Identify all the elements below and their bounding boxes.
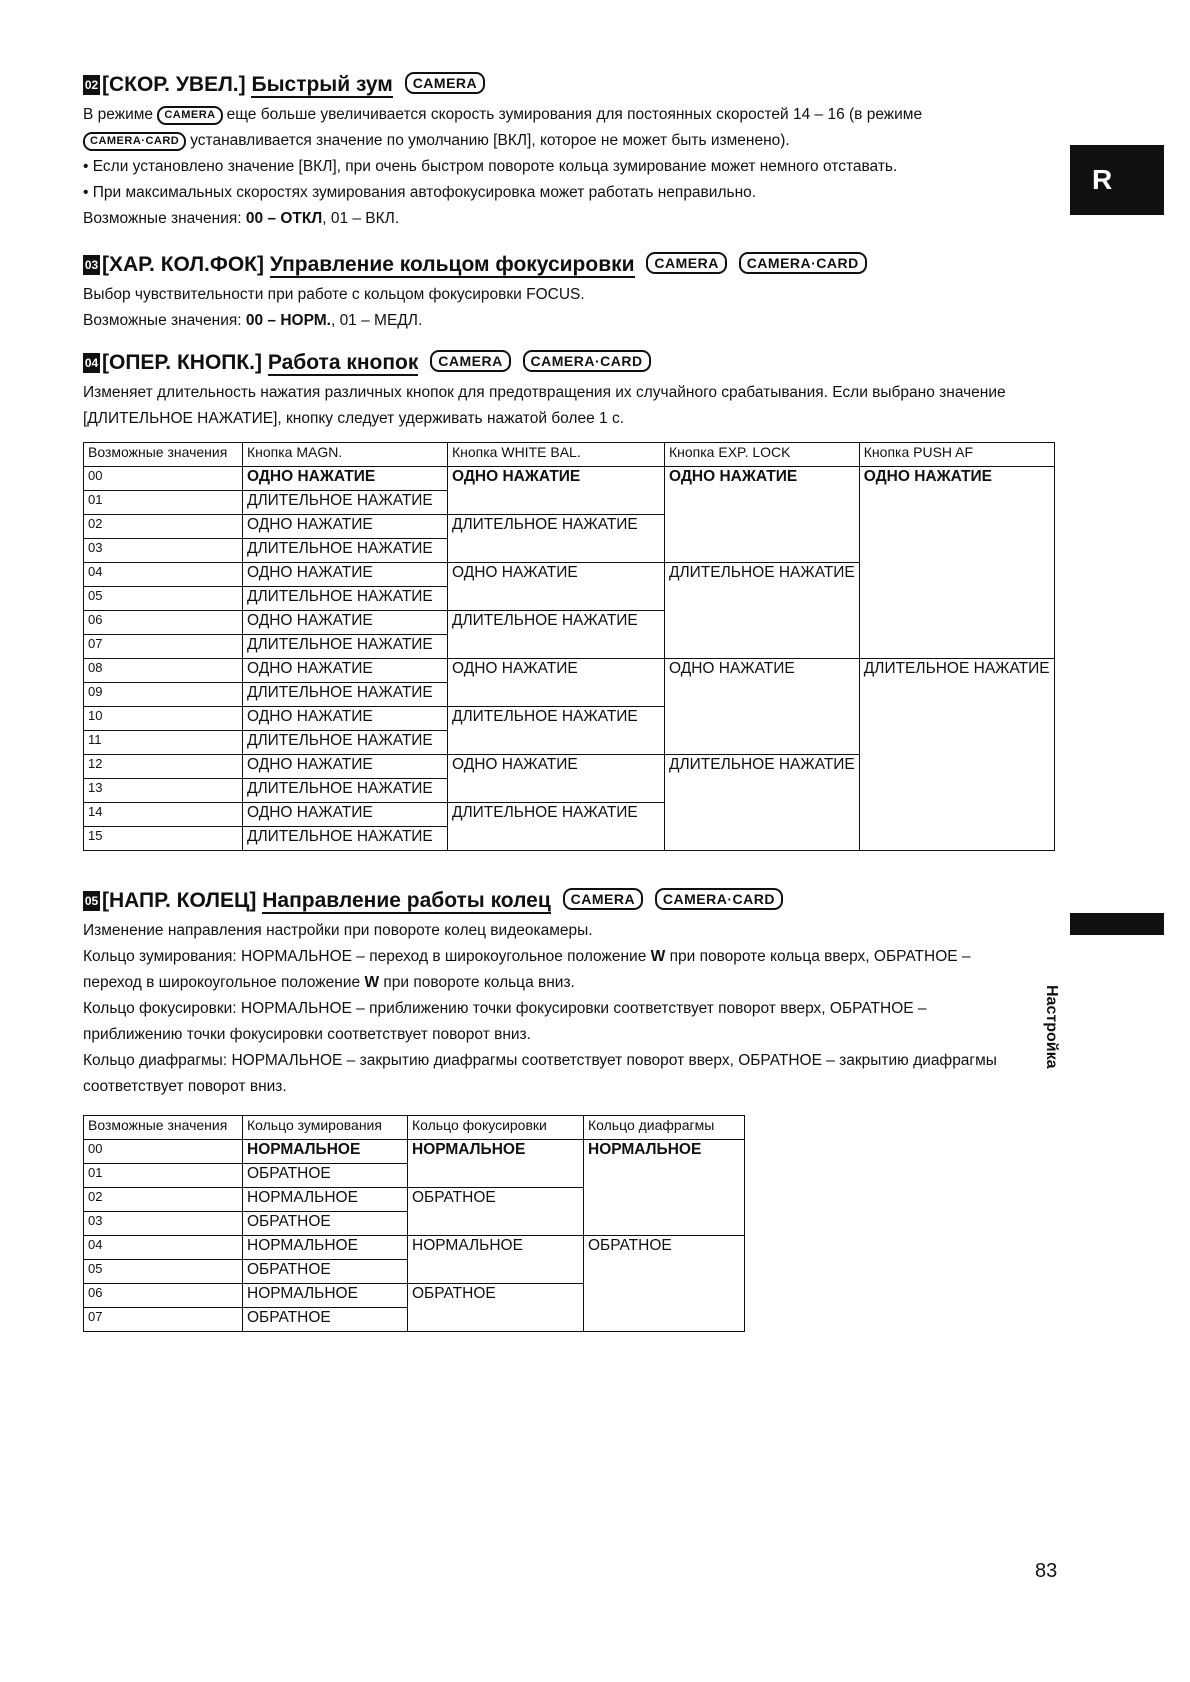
paragraph xyxy=(83,944,1068,970)
section-tab-bar xyxy=(1070,913,1164,935)
section-focus-ring xyxy=(83,252,1068,334)
table-cell: ОДНО НАЖАТИЕ xyxy=(243,707,448,731)
table-cell: ДЛИТЕЛЬНОЕ НАЖАТИЕ xyxy=(243,635,448,659)
possible-values xyxy=(83,308,1068,334)
table-cell: ДЛИТЕЛЬНОЕ НАЖАТИЕ xyxy=(243,587,448,611)
value-cell: 13 xyxy=(84,779,243,803)
page-number: 83 xyxy=(1035,1560,1058,1582)
section-button-operation xyxy=(83,350,1068,432)
section-number: 02 xyxy=(83,75,100,95)
text: Возможные значения: xyxy=(83,312,242,329)
table-cell: ОБРАТНОЕ xyxy=(243,1308,408,1332)
table-header: Кнопка EXP. LOCK xyxy=(665,443,860,467)
section-number: 03 xyxy=(83,255,100,275)
table-header: Кольцо зумирования xyxy=(243,1116,408,1140)
table-cell: ОДНО НАЖАТИЕ xyxy=(665,659,860,755)
section-heading xyxy=(83,888,1068,914)
value-cell: 05 xyxy=(84,587,243,611)
table-cell: НОРМАЛЬНОЕ xyxy=(408,1140,584,1188)
bullet: • Если установлено значение [ВКЛ], при очень быстром повороте кольца зумирование может немного отставать. xyxy=(83,158,898,175)
table-cell: ДЛИТЕЛЬНОЕ НАЖАТИЕ xyxy=(243,779,448,803)
table-header: Возможные значения xyxy=(84,443,243,467)
value-cell: 09 xyxy=(84,683,243,707)
menu-code: [ОПЕР. КНОПК.] xyxy=(102,351,263,374)
table-cell: ДЛИТЕЛЬНОЕ НАЖАТИЕ xyxy=(243,731,448,755)
text: , 01 – МЕДЛ. xyxy=(330,312,423,329)
paragraph xyxy=(83,102,1068,128)
table-cell: НОРМАЛЬНОЕ xyxy=(584,1140,745,1236)
menu-code: [ХАР. КОЛ.ФОК] xyxy=(102,253,264,276)
paragraph: Кольцо фокусировки: НОРМАЛЬНОЕ – приближению точки фокусировки соответствует поворот вверх, ОБРАТНОЕ – xyxy=(83,1000,927,1017)
section-heading xyxy=(83,350,1068,376)
table-cell: ДЛИТЕЛЬНОЕ НАЖАТИЕ xyxy=(243,683,448,707)
paragraph: [ДЛИТЕЛЬНОЕ НАЖАТИЕ], кнопку следует удерживать нажатой более 1 с. xyxy=(83,410,625,427)
table-header: Кнопка WHITE BAL. xyxy=(448,443,665,467)
table-header: Кольцо диафрагмы xyxy=(584,1116,745,1140)
mode-badge: CAMERA xyxy=(157,106,222,125)
table-cell: НОРМАЛЬНОЕ xyxy=(243,1140,408,1164)
section-title: Направление работы колец xyxy=(262,889,551,912)
table-cell: ОДНО НАЖАТИЕ xyxy=(665,467,860,563)
table-header: Кнопка PUSH AF xyxy=(859,443,1054,467)
text: переход в широкоугольное положение xyxy=(83,974,361,991)
table-cell: ДЛИТЕЛЬНОЕ НАЖАТИЕ xyxy=(243,491,448,515)
table-cell: ОДНО НАЖАТИЕ xyxy=(448,755,665,803)
section-title: Быстрый зум xyxy=(251,73,393,96)
value-cell: 14 xyxy=(84,803,243,827)
value-cell: 01 xyxy=(84,491,243,515)
possible-values xyxy=(83,206,1068,232)
table-cell: ОБРАТНОЕ xyxy=(243,1260,408,1284)
table-cell: ДЛИТЕЛЬНОЕ НАЖАТИЕ xyxy=(243,827,448,851)
menu-code: [НАПР. КОЛЕЦ] xyxy=(102,889,257,912)
table-cell: ОДНО НАЖАТИЕ xyxy=(448,563,665,611)
text: при повороте кольца вверх, ОБРАТНОЕ – xyxy=(669,948,971,965)
text: Настройка xyxy=(1043,985,1060,1069)
table-cell: ОБРАТНОЕ xyxy=(408,1284,584,1332)
section-title: Работа кнопок xyxy=(267,351,419,374)
value-cell: 04 xyxy=(84,563,243,587)
paragraph: Изменяет длительность нажатия различных кнопок для предотвращения их случайного срабатывания. Если выбрано значение xyxy=(83,384,1006,401)
table-header: Возможные значения xyxy=(84,1116,243,1140)
value-cell: 06 xyxy=(84,611,243,635)
table-cell: ОДНО НАЖАТИЕ xyxy=(243,563,448,587)
menu-code: [СКОР. УВЕЛ.] xyxy=(102,73,246,96)
chapter-tab: R xyxy=(1070,145,1164,215)
paragraph: Кольцо диафрагмы: НОРМАЛЬНОЕ – закрытию диафрагмы соответствует поворот вверх, ОБРАТНОЕ – закрытию диафрагмы xyxy=(83,1052,997,1069)
table-cell: ДЛИТЕЛЬНОЕ НАЖАТИЕ xyxy=(448,515,665,563)
value-cell: 11 xyxy=(84,731,243,755)
paragraph: Изменение направления настройки при повороте колец видеокамеры. xyxy=(83,922,593,939)
mode-badge: CAMERA·CARD xyxy=(83,132,186,151)
mode-badge: CAMERA·CARD xyxy=(655,888,783,910)
section-number: 04 xyxy=(83,353,100,373)
table-cell: ОДНО НАЖАТИЕ xyxy=(243,515,448,539)
ring-table xyxy=(83,1115,745,1332)
section-ring-direction xyxy=(83,888,1068,1100)
text: , 01 – ВКЛ. xyxy=(322,210,400,227)
table-cell: ОДНО НАЖАТИЕ xyxy=(448,659,665,707)
table-cell: ОДНО НАЖАТИЕ xyxy=(243,467,448,491)
table-cell: НОРМАЛЬНОЕ xyxy=(243,1236,408,1260)
text: Возможные значения: xyxy=(83,210,242,227)
value-cell: 12 xyxy=(84,755,243,779)
table-cell: ОДНО НАЖАТИЕ xyxy=(243,659,448,683)
value-cell: 10 xyxy=(84,707,243,731)
table-cell: ОДНО НАЖАТИЕ xyxy=(243,803,448,827)
table-cell: ОДНО НАЖАТИЕ xyxy=(448,467,665,515)
table-cell: ОБРАТНОЕ xyxy=(243,1212,408,1236)
mode-badge: CAMERA xyxy=(430,350,510,372)
paragraph: приближению точки фокусировки соответствует поворот вниз. xyxy=(83,1026,531,1043)
value-cell: 03 xyxy=(84,1212,243,1236)
value-cell: 06 xyxy=(84,1284,243,1308)
section-fast-zoom xyxy=(83,72,1068,232)
value-cell: 05 xyxy=(84,1260,243,1284)
value-cell: 07 xyxy=(84,1308,243,1332)
table-cell: ДЛИТЕЛЬНОЕ НАЖАТИЕ xyxy=(243,539,448,563)
paragraph: Выбор чувствительности при работе с кольцом фокусировки FOCUS. xyxy=(83,286,585,303)
table-cell: ДЛИТЕЛЬНОЕ НАЖАТИЕ xyxy=(665,563,860,659)
table-header: Кольцо фокусировки xyxy=(408,1116,584,1140)
value-cell: 03 xyxy=(84,539,243,563)
table-cell: ОБРАТНОЕ xyxy=(584,1236,745,1332)
text: устанавливается значение по умолчанию [ВКЛ], которое не может быть изменено). xyxy=(190,132,790,149)
default-value: 00 – ОТКЛ xyxy=(245,210,323,227)
table-cell: ОБРАТНОЕ xyxy=(243,1164,408,1188)
table-cell: ДЛИТЕЛЬНОЕ НАЖАТИЕ xyxy=(448,611,665,659)
section-heading xyxy=(83,252,1068,278)
table-cell: ДЛИТЕЛЬНОЕ НАЖАТИЕ xyxy=(859,659,1054,851)
button-table xyxy=(83,442,1055,851)
wide-symbol: W xyxy=(364,974,380,991)
table-cell: НОРМАЛЬНОЕ xyxy=(243,1284,408,1308)
table-cell: ДЛИТЕЛЬНОЕ НАЖАТИЕ xyxy=(448,707,665,755)
section-title: Управление кольцом фокусировки xyxy=(269,253,635,276)
paragraph xyxy=(83,128,1068,154)
mode-badge: CAMERA·CARD xyxy=(523,350,651,372)
value-cell: 15 xyxy=(84,827,243,851)
text: еще больше увеличивается скорость зумирования для постоянных скоростей 14 – 16 (в режиме xyxy=(226,106,923,123)
text: Кольцо зумирования: НОРМАЛЬНОЕ – переход в широкоугольное положение xyxy=(83,948,647,965)
mode-badge: CAMERA xyxy=(646,252,726,274)
paragraph: соответствует поворот вниз. xyxy=(83,1078,287,1095)
table-cell: ДЛИТЕЛЬНОЕ НАЖАТИЕ xyxy=(665,755,860,851)
default-value: 00 – НОРМ. xyxy=(245,312,331,329)
section-number: 05 xyxy=(83,891,100,911)
wide-symbol: W xyxy=(650,948,666,965)
side-section-label xyxy=(1042,985,1060,1068)
text: при повороте кольца вниз. xyxy=(383,974,575,991)
section-heading xyxy=(83,72,1068,98)
value-cell: 00 xyxy=(84,1140,243,1164)
table-cell: ДЛИТЕЛЬНОЕ НАЖАТИЕ xyxy=(448,803,665,851)
table-cell: НОРМАЛЬНОЕ xyxy=(243,1188,408,1212)
paragraph xyxy=(83,970,1068,996)
value-cell: 00 xyxy=(84,467,243,491)
value-cell: 02 xyxy=(84,1188,243,1212)
table-cell: НОРМАЛЬНОЕ xyxy=(408,1236,584,1284)
table-cell: ОДНО НАЖАТИЕ xyxy=(243,611,448,635)
table-cell: ОДНО НАЖАТИЕ xyxy=(859,467,1054,659)
value-cell: 08 xyxy=(84,659,243,683)
value-cell: 02 xyxy=(84,515,243,539)
value-cell: 04 xyxy=(84,1236,243,1260)
value-cell: 01 xyxy=(84,1164,243,1188)
mode-badge: CAMERA·CARD xyxy=(739,252,867,274)
mode-badge: CAMERA xyxy=(405,72,485,94)
mode-badge: CAMERA xyxy=(563,888,643,910)
text: В режиме xyxy=(83,106,154,123)
table-cell: ОДНО НАЖАТИЕ xyxy=(243,755,448,779)
value-cell: 07 xyxy=(84,635,243,659)
bullet: • При максимальных скоростях зумирования автофокусировка может работать неправильно. xyxy=(83,184,757,201)
table-cell: ОБРАТНОЕ xyxy=(408,1188,584,1236)
table-header: Кнопка MAGN. xyxy=(243,443,448,467)
